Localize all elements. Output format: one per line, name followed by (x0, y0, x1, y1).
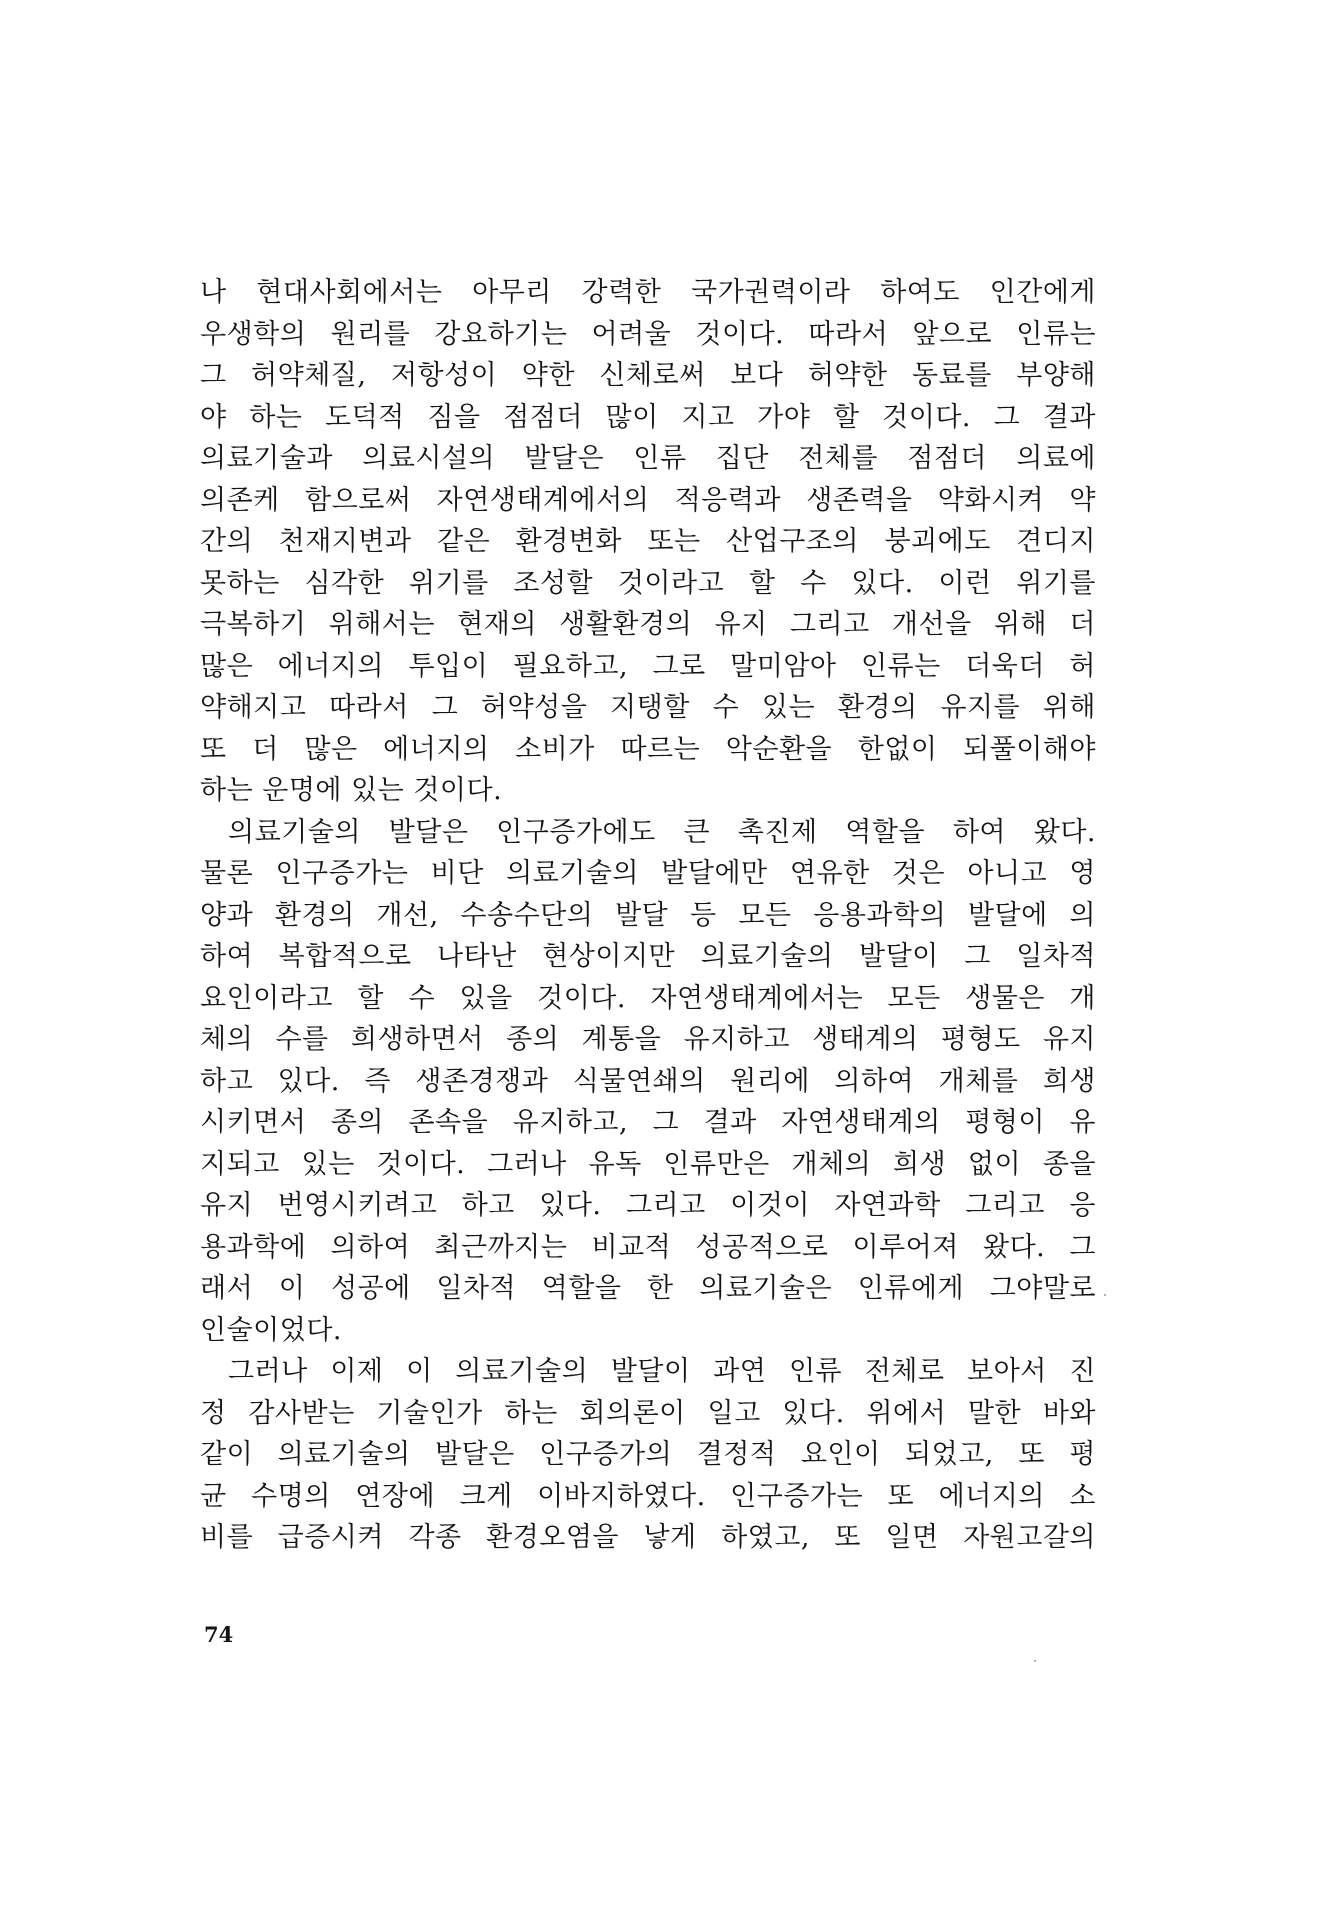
text-line: 균 수명의 연장에 크게 이바지하였다. 인구증가는 또 에너지의 소 (200, 1480, 1096, 1512)
text-line: 하고 있다. 즉 생존경쟁과 식물연쇄의 원리에 의하여 개체를 희생 (200, 1065, 1096, 1097)
text-line: 우생학의 원리를 강요하기는 어려울 것이다. 따라서 앞으로 인류는 (200, 318, 1096, 350)
text-line: 지되고 있는 것이다. 그러나 유독 인류만은 개체의 희생 없이 종을 (200, 1148, 1096, 1180)
text-line: 인술이었다. (200, 1314, 342, 1346)
text-line: 극복하기 위해서는 현재의 생활환경의 유지 그리고 개선을 위해 더 (200, 609, 1096, 640)
scan-speck (1104, 1294, 1106, 1296)
text-line: 많은 에너지의 투입이 필요하고, 그로 말미암아 인류는 더욱더 허 (200, 650, 1096, 682)
paragraph-first-line: 그러나 이제 이 의료기술의 발달이 과연 인류 전체로 보아서 진 (228, 1356, 1096, 1387)
text-line: 정 감사받는 기술인가 하는 회의론이 일고 있다. 위에서 말한 바와 (200, 1397, 1096, 1429)
text-line: 같이 의료기술의 발달은 인구증가의 결정적 요인이 되었고, 또 평 (200, 1439, 1096, 1470)
body-text (200, 272, 1096, 1559)
text-line: 래서 이 성공에 일차적 역할을 한 의료기술은 인류에게 그야말로 (200, 1273, 1096, 1304)
text-line: 못하는 심각한 위기를 조성할 것이라고 할 수 있다. 이런 위기를 (200, 567, 1096, 599)
text-line: 비를 급증시켜 각종 환경오염을 낳게 하였고, 또 일면 자원고갈의 (200, 1522, 1096, 1553)
text-line: 약해지고 따라서 그 허약성을 지탱할 수 있는 환경의 유지를 위해 (200, 692, 1096, 723)
paragraph-first-line: 의료기술의 발달은 인구증가에도 큰 촉진제 역할을 하여 왔다. (228, 816, 1096, 848)
text-line: 시키면서 종의 존속을 유지하고, 그 결과 자연생태계의 평형이 유 (200, 1107, 1096, 1138)
text-line: 요인이라고 할 수 있을 것이다. 자연생태계에서는 모든 생물은 개 (200, 982, 1096, 1014)
text-line: 그 허약체질, 저항성이 약한 신체로써 보다 허약한 동료를 부양해 (200, 360, 1096, 391)
text-line: 용과학에 의하여 최근까지는 비교적 성공적으로 이루어져 왔다. 그 (200, 1231, 1096, 1263)
text-line: 양과 환경의 개선, 수송수단의 발달 등 모든 응용과학의 발달에 의 (200, 899, 1096, 931)
text-line: 물론 인구증가는 비단 의료기술의 발달에만 연유한 것은 아니고 영 (200, 858, 1096, 889)
text-line: 하여 복합적으로 나타난 현상이지만 의료기술의 발달이 그 일차적 (200, 941, 1096, 972)
text-line: 나 현대사회에서는 아무리 강력한 국가권력이라 하여도 인간에게 (200, 277, 1096, 308)
scan-speck (1034, 1660, 1036, 1662)
text-line: 야 하는 도덕적 짐을 점점더 많이 지고 가야 할 것이다. 그 결과 (200, 401, 1096, 433)
text-line: 의존케 함으로써 자연생태계에서의 적응력과 생존력을 약화시켜 약 (200, 484, 1096, 516)
text-line: 체의 수를 희생하면서 종의 계통을 유지하고 생태계의 평형도 유지 (200, 1024, 1096, 1055)
text-line: 또 더 많은 에너지의 소비가 따르는 악순환을 한없이 되풀이해야 (200, 733, 1096, 765)
page-number: 74 (204, 1622, 234, 1647)
text-line: 의료기술과 의료시설의 발달은 인류 집단 전체를 점점더 의료에 (200, 443, 1096, 474)
text-line: 간의 천재지변과 같은 환경변화 또는 산업구조의 붕괴에도 견디지 (200, 526, 1096, 557)
text-line: 하는 운명에 있는 것이다. (200, 775, 503, 806)
text-line: 유지 번영시키려고 하고 있다. 그리고 이것이 자연과학 그리고 응 (200, 1190, 1096, 1221)
